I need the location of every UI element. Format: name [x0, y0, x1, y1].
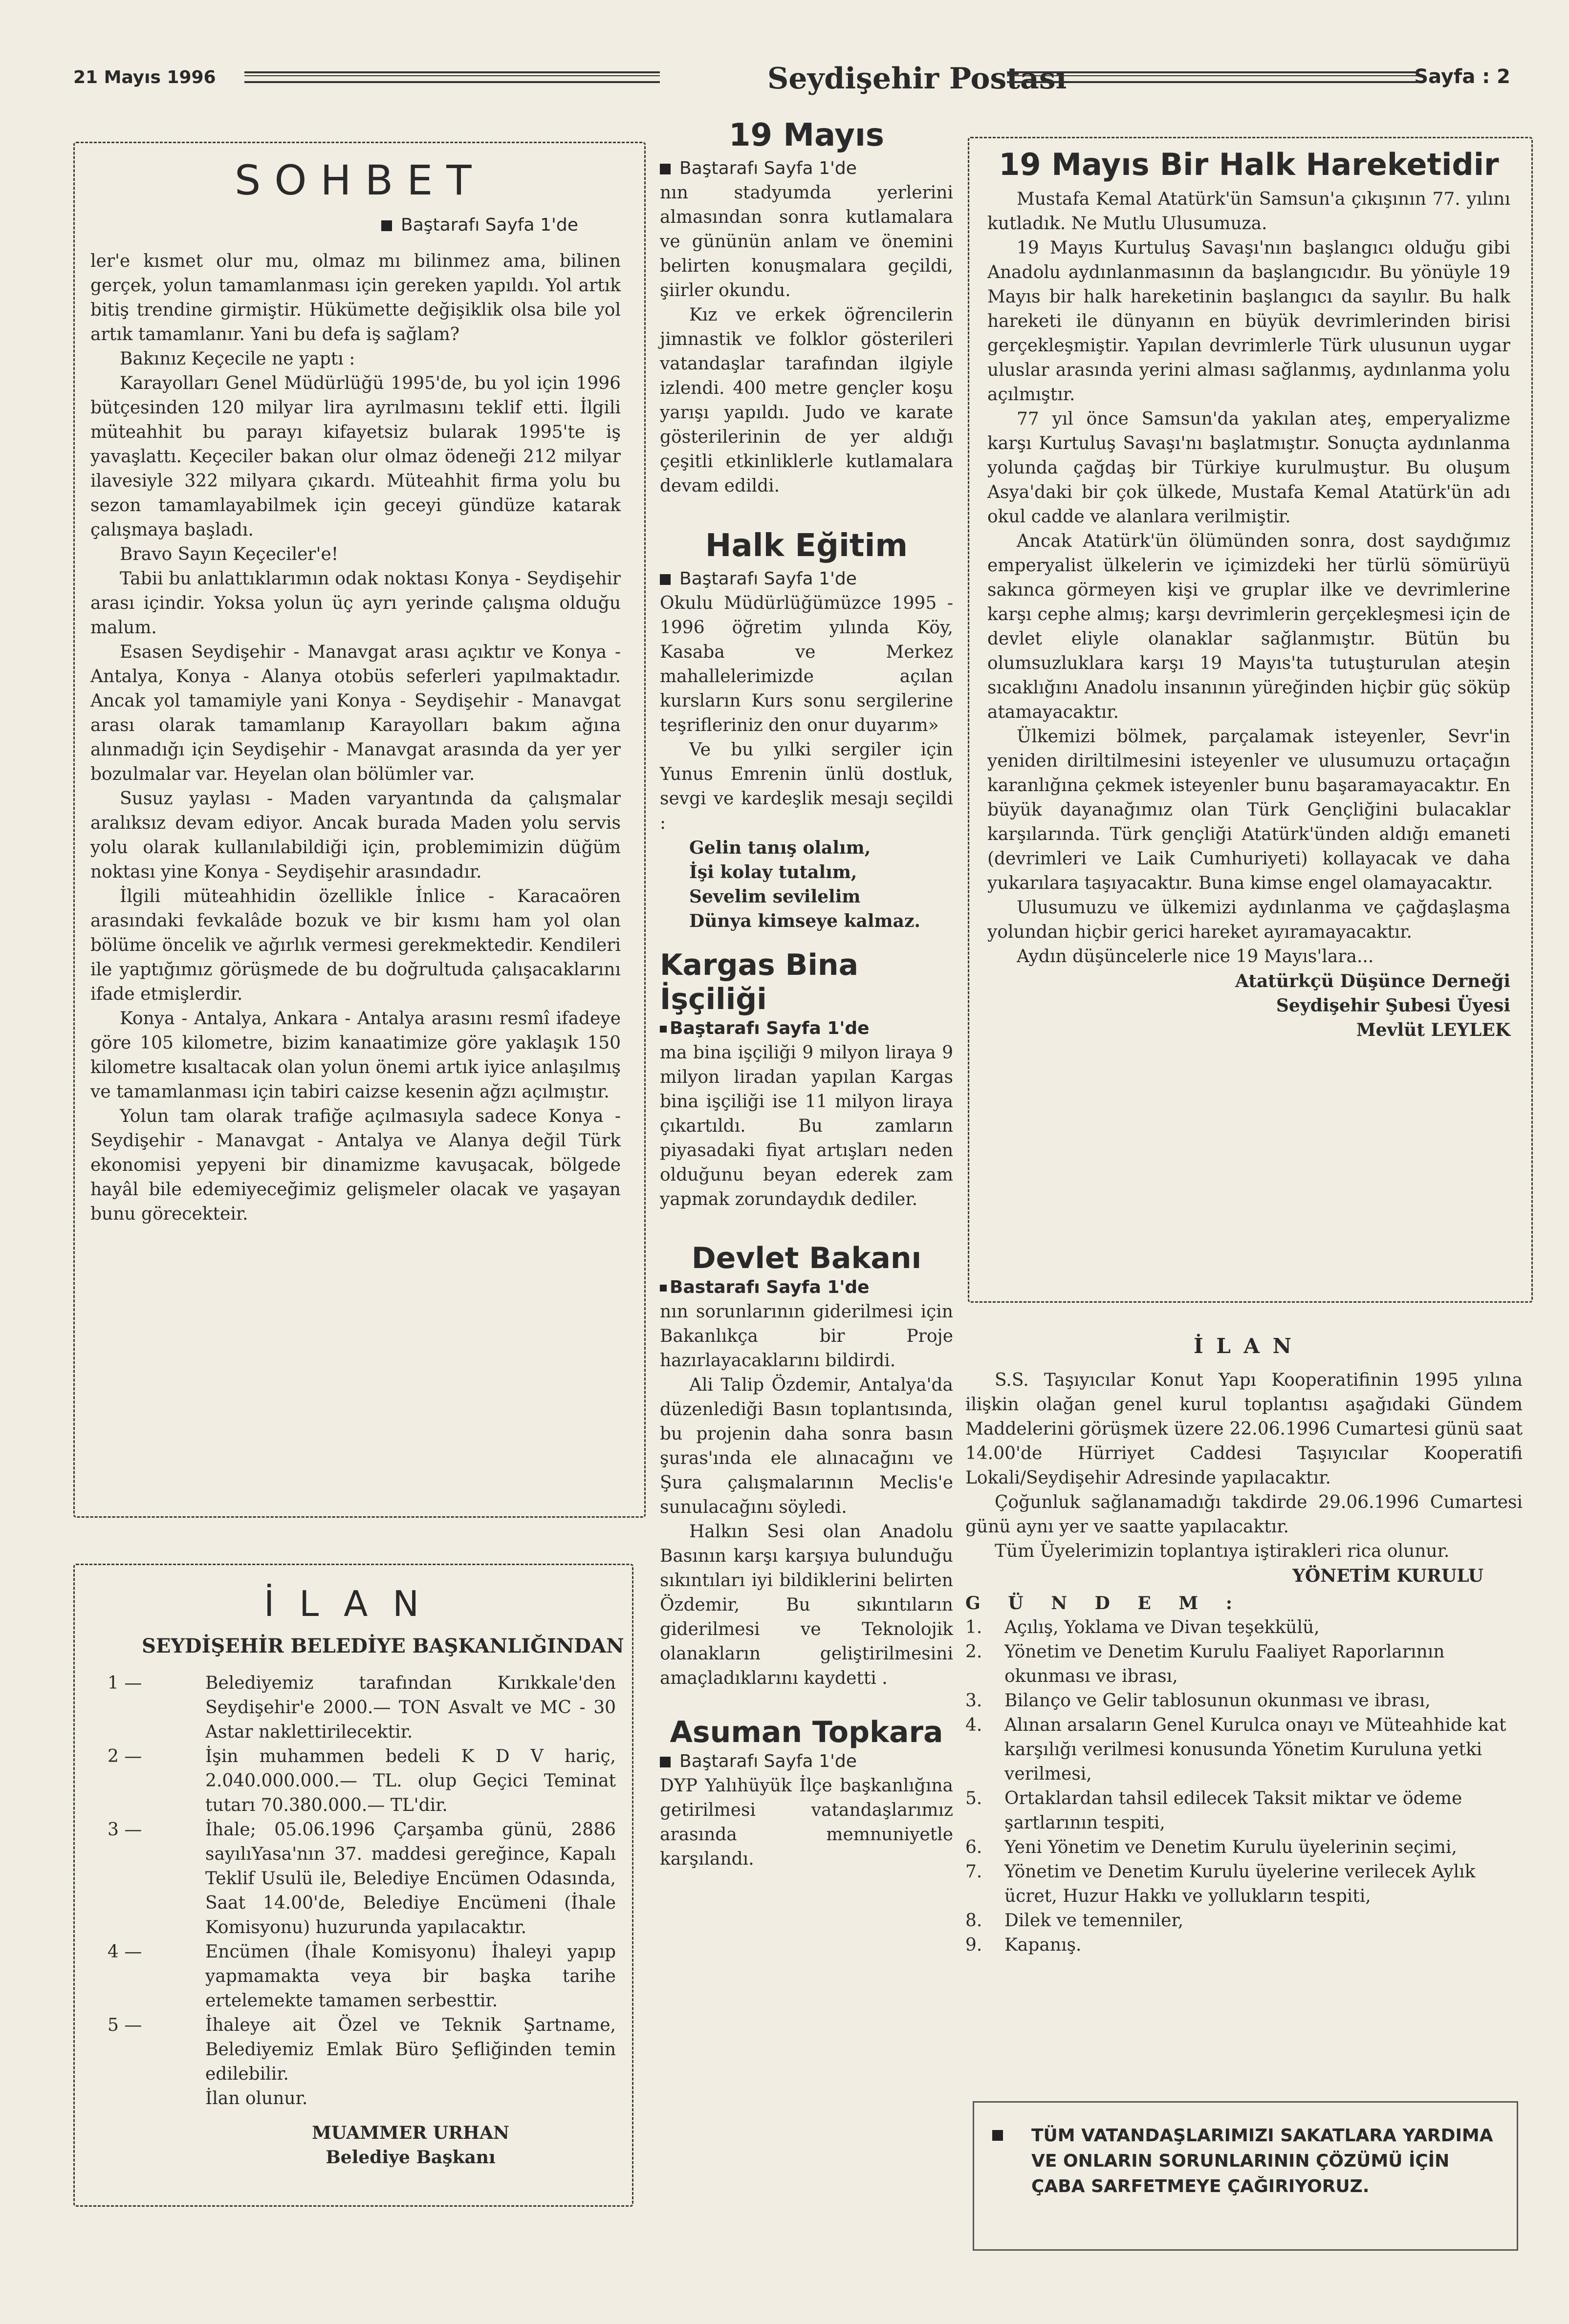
sohbet-paragraph: Susuz yaylası - Maden varyantında da çalışmalar aralıksız devam ediyor. Ancak burada Maden yolu servis yolu olarak kullanılabildiği için, problemimizin düğüm noktası yine Konya - Seydişehir arasındadır. — [90, 789, 621, 882]
list-item: 3. Bilanço ve Gelir tablosunun okunması ve ibrası, — [965, 1691, 1431, 1711]
bullet-square-icon — [381, 220, 392, 231]
devlet-bakani-continued: Bastarafı Sayfa 1'de — [660, 1275, 953, 1300]
list-item: 7. Yönetim ve Denetim Kurulu üyelerine verilecek Aylık ücret, Huzur Hakkı ve yollukların tespiti, — [965, 1862, 1476, 1906]
mayis19-paragraph: nın stadyumda yerlerini almasından sonra kutlamalara ve gününün anlam ve önemini belirten konuşmalara geçildi, şiirler okundu. — [660, 183, 953, 301]
list-item: 8. Dilek ve temenniler, — [965, 1911, 1184, 1931]
kargas-paragraph: ma bina işçiliği 9 milyon liraya 9 milyon liradan yapılan Kargas bina işçiliği ise 11 milyon liraya çıkartıldı. Bu zamların piyasadaki fiyat artışları neden olduğunu beyan ederek zam yapmak zorundaydık dediler. — [660, 1043, 953, 1209]
bullet-square-icon — [660, 1285, 667, 1291]
halk-egitim-continued: Baştarafı Sayfa 1'de — [660, 567, 953, 591]
list-item: 6. Yeni Yönetim ve Denetim Kurulu üyelerinin seçimi, — [965, 1837, 1457, 1857]
halk-hareketi-paragraph: Ulusumuzu ve ülkemizi aydınlanma ve çağdaşlaşma yolundan hiçbir gerici hareket ayıramayacaktır. — [987, 898, 1510, 942]
ilan-belediye-subtitle: SEYDİŞEHİR BELEDİYE BAŞKANLIĞINDAN — [142, 1635, 624, 1657]
middle-column — [660, 117, 953, 1872]
bullet-square-icon — [660, 1026, 667, 1033]
gundem-list — [965, 1615, 1523, 1958]
halk-egitim-quote: Sevelim sevilelim — [689, 886, 861, 907]
devlet-bakani-paragraph: nın sorunlarının giderilmesi için Bakanlıkça bir Proje hazırlayacaklarını bildirdi. — [660, 1302, 953, 1371]
ilan-belediye-list — [108, 1671, 616, 2087]
list-item: 5 — İhaleye ait Özel ve Teknik Şartname, Belediyemiz Emlak Büro Şefliğinden temin edilebilir. — [108, 2015, 616, 2084]
halk-hareketi-sig3: Mevlüt LEYLEK — [1356, 1020, 1510, 1040]
issue-date: 21 Mayıs 1996 — [73, 67, 216, 87]
devlet-bakani-title: Devlet Bakanı — [691, 1241, 922, 1275]
halk-hareketi-paragraph: Mustafa Kemal Atatürk'ün Samsun'a çıkışının 77. yılını kutladık. Ne Mutlu Ulusumuza. — [987, 189, 1510, 234]
ilan-belediye-body — [108, 1671, 616, 2170]
call-box-text: TÜM VATANDAŞLARIMIZI SAKATLARA YARDIMA VE ONLARIN SORUNLARININ ÇÖZÜMÜ İÇİN ÇABA SARFETMEYE ÇAĞIRIYORUZ. — [1031, 2126, 1493, 2196]
ilan-koop-title: İ L A N — [1193, 1334, 1295, 1358]
sohbet-paragraph: İlgili müteahhidin özellikle İnlice - Karacaören arasındaki fevkalâde bozuk ve bir kısmı ham yol olan bölüme öncelik ve ağırlık vermesi gerekmektedir. Kendileri ile yaptığımız görüşmede de bu doğrultuda çalışacaklarını ifade etmişlerdir. — [90, 886, 621, 1004]
halk-hareketi-paragraph: Ülkemizi bölmek, parçalamak isteyenler, Sevr'in yeniden diriltilmesini isteyenler ve ulusumuzu ortaçağın karanlığına çekmek isteyenler bunu başaramayacaktır. En büyük dayanağımız olan Türk Gençliğini bulacaklar karşılarında. Türk gençliği Atatürk'ünden aldığı emaneti (devrimleri ve Laik Cumhuriyeti) kollayacak ve daha yukarılara taşıyacaktır. Buna kimse engel olamayacaktır. — [987, 727, 1510, 893]
sohbet-paragraph: Yolun tam olarak trafiğe açılmasıyla sadece Konya - Seydişehir - Manavgat - Antalya ve Alanya değil Türk ekonomisi yepyeni bir dinamizme kavuşacak, bölgede hayâl bile edemiyeceğimiz gelişmeler olacak ve yaşayan bunu görecekteir. — [90, 1106, 621, 1224]
asuman-paragraph: DYP Yalıhüyük İlçe başkanlığına getirilmesi vatandaşlarımız arasında memnuniyetle karşılandı. — [660, 1776, 953, 1869]
sohbet-paragraph: ler'e kısmet olur mu, olmaz mı bilinmez ama, bilinen gerçek, yolun tamamlanması için gereken yapıldı. Yol artık bitiş trendine girmiştir. Hükümette değişiklik olsa bile yol artık tamamlanır. Yani bu defa iş sağlam? — [90, 251, 621, 344]
list-item: 2 — İşin muhammen bedeli K D V hariç, 2.040.000.000.— TL. olup Geçici Teminat tutarı 70.380.000.— TL'dir. — [108, 1746, 616, 1815]
halk-hareketi-paragraph: Ancak Atatürk'ün ölümünden sonra, dost saydığımız emperyalist ülkelerin ve içimizdeki her türlü sömürüyü sakınca görmeyen kişi ve gruplar ilke ve devrimlerine karşı cephe almış; karşı devrimlerin gerçekleşmesi için de devlet eliyle olanaklar sağlanmıştır. Bütün bu olumsuzluklara karşı 19 Mayıs'ta tutuşturulan ateşin sıcaklığını Anadolu insanının yüreğinden hiçbir güç söküp atamayacaktır. — [987, 531, 1510, 722]
ilan-belediye-closing: İlan olunur. — [205, 2088, 308, 2109]
call-box-content — [992, 2123, 1496, 2199]
sohbet-paragraph: Esasen Seydişehir - Manavgat arası açıktır ve Konya - Antalya, Konya - Alanya otobüs seferleri yapılmaktadır. Ancak yol tamamiyle yani Konya - Seydişehir - Manavgat arası olarak tamamlanıp Karayolları bakım ağına alınmadığı için Seydişehir - Manavgat arasında da yer yer bozulmalar var. Heyelan olan bölümler var. — [90, 642, 621, 784]
sohbet-paragraph: Konya - Antalya, Ankara - Antalya arasını resmî ifadeye göre 105 kilometre, bizim kanaatimize göre yaklaşık 150 kilometre kısaltacak olan yolun önemi artık iyice anlaşılmış ve tamamlanması için tabiri caizse kesenin ağzı açılmıştır. — [90, 1009, 621, 1102]
mayis19-paragraph: Kız ve erkek öğrencilerin jimnastik ve folklor gösterileri vatandaşlar tarafından ilgiyle izlendi. 400 metre gençler koşu yarışı yapıldı. Judo ve karate gösterilerinin de yer aldığı çeşitli etkinliklerle kutlamalara devam edildi. — [660, 305, 953, 496]
list-item: 5. Ortaklardan tahsil edilecek Taksit miktar ve ödeme şartlarının tespiti, — [965, 1788, 1462, 1833]
page-number: Sayfa : 2 — [1414, 65, 1510, 88]
asuman-continued: Baştarafı Sayfa 1'de — [660, 1749, 953, 1774]
halk-egitim-title: Halk Eğitim — [705, 528, 908, 564]
ilan-koop-signer: YÖNETİM KURULU — [1292, 1566, 1483, 1586]
newspaper-title: Seydişehir Postası — [767, 62, 1067, 96]
halk-hareketi-paragraph: 77 yıl önce Samsun'da yakılan ateş, emperyalizme karşı Kurtuluş Savaşı'nı başlatmıştır. Sonuçta aydınlanma yolunda çağdaş bir Türkiye kurulmuştur. Bu oluşum Asya'daki bir çok ülkede, Mustafa Kemal Atatürk'ün adı okul cadde ve alanlara verilmiştir. — [987, 409, 1510, 527]
mayis19-title: 19 Mayıs — [729, 117, 884, 153]
sohbet-paragraph: Tabii bu anlattıklarımın odak noktası Konya - Seydişehir arası içindir. Yoksa yolun üç ayrı yerinde çalışma olduğu malum. — [90, 569, 621, 638]
ilan-belediye-title: İ L A N — [264, 1583, 426, 1624]
sohbet-title: SOHBET — [235, 156, 485, 204]
halk-hareketi-title: 19 Mayıs Bir Halk Hareketidir — [999, 147, 1499, 182]
sohbet-paragraph: Bakınız Keçecile ne yaptı : — [120, 349, 355, 369]
list-item: 9. Kapanış. — [965, 1935, 1082, 1955]
kargas-title: Kargas Bina İşçiliği — [660, 948, 859, 1016]
kargas-continued: Baştarafı Sayfa 1'de — [660, 1016, 953, 1041]
ilan-koop-paragraph: Çoğunluk sağlanamadığı takdirde 29.06.1996 Cumartesi günü aynı yer ve saatte yapılacaktır. — [965, 1492, 1523, 1537]
ilan-koop — [965, 1334, 1523, 1958]
ilan-belediye-signer: MUAMMER URHAN — [312, 2123, 509, 2143]
masthead-rule-left — [244, 71, 660, 83]
halk-hareketi-sig2: Seydişehir Şubesi Üyesi — [1276, 995, 1510, 1016]
ilan-belediye-signer-title: Belediye Başkanı — [326, 2147, 496, 2168]
sohbet-body — [90, 249, 621, 1227]
sohbet-paragraph: Karayolları Genel Müdürlüğü 1995'de, bu yol için 1996 bütçesinden 120 milyar lira ayrılmasını teklif etti. İlgili müteahhit bu parayı kifayetsiz bularak 1995'te iş yavaşlattı. Keçeciler bakan olur olmaz ödeneği 212 milyar ilavesiyle 322 milyara çıkardı. Müteahhit firma yolu bu sezon tamamlayabilmek için geceyi gündüze katarak çalışmaya başladı. — [90, 373, 621, 540]
halk-egitim-quote: Dünya kimseye kalmaz. — [689, 911, 920, 931]
halk-egitim-paragraph: Ve bu yılki sergiler için Yunus Emrenin ünlü dostluk, sevgi ve kardeşlik mesajı seçildi : — [660, 740, 953, 833]
ilan-koop-paragraph: S.S. Taşıyıcılar Konut Yapı Kooperatifinin 1995 yılına ilişkin olağan genel kurul toplantısı aşağıdaki Gündem Maddelerini görüşmek üzere 22.06.1996 Cumartesi günü saat 14.00'de Hürriyet Caddesi Taşıyıcılar Kooperatifi Lokali/Seydişehir Adresinde yapılacaktır. — [965, 1370, 1523, 1488]
list-item: 4 — Encümen (İhale Komisyonu) İhaleyi yapıp yapmamakta veya bir başka tarihe ertelemekte tamamen serbesttir. — [108, 1942, 616, 2011]
bullet-square-icon — [992, 2130, 1003, 2141]
bullet-square-icon — [660, 1757, 671, 1767]
halk-hareketi-paragraph: 19 Mayıs Kurtuluş Savaşı'nın başlangıcı olduğu gibi Anadolu aydınlanmasının da başlangıcıdır. Bu yönüyle 19 Mayıs bir halk hareketinin başlangıcı da sayılır. Bu halk hareketi ile dünyanın en büyük devrimlerinden birisi gerçekleşmiştir. Yapılan devrimlerle Türk ulusunun uygar uluslar arasında yerini alması sağlanmış, aydınlanma yolu açılmıştır. — [987, 238, 1510, 405]
bullet-square-icon — [660, 574, 671, 585]
halk-egitim-paragraph: Okulu Müdürlüğümüzce 1995 - 1996 öğretim yılında Köy, Kasaba ve Merkez mahallelerimizde açılan kursların Kurs sonu sergilerine teşrifleriniz den onur duyarım» — [660, 593, 953, 735]
sohbet-continued: Baştarafı Sayfa 1'de — [381, 215, 578, 235]
list-item: 1. Açılış, Yoklama ve Divan teşekkülü, — [965, 1617, 1320, 1637]
halk-egitim-quote: İşi kolay tutalım, — [689, 862, 857, 882]
list-item: 3 — İhale; 05.06.1996 Çarşamba günü, 2886 sayılıYasa'nın 37. maddesi gereğince, Kapalı Teklif Usulü ile, Belediye Encümen Odasında, Saat 14.00'de, Belediye Encümeni (İhale Komisyonu) huzurunda yapılacaktır. — [108, 1820, 616, 1937]
list-item: 2. Yönetim ve Denetim Kurulu Faaliyet Raporlarının okunması ve ibrası, — [965, 1642, 1445, 1686]
bullet-square-icon — [660, 164, 671, 174]
mayis19-continued: Baştarafı Sayfa 1'de — [660, 156, 953, 181]
halk-hareketi-body — [987, 147, 1510, 1042]
gundem-title: G Ü N D E M : — [965, 1593, 1243, 1614]
halk-hareketi-sig1: Atatürkçü Düşünce Derneği — [1235, 971, 1510, 991]
devlet-bakani-paragraph: Ali Talip Özdemir, Antalya'da düzenlediği Basın toplantısında, bu projenin daha sonra basın şuras'ında ele alınacağını ve Şura çalışmalarının Meclis'e sunulacağını söyledi. — [660, 1375, 953, 1517]
sohbet-paragraph: Bravo Sayın Keçeciler'e! — [120, 544, 339, 564]
masthead-rule-right — [1007, 71, 1417, 83]
asuman-title: Asuman Topkara — [670, 1715, 943, 1749]
devlet-bakani-paragraph: Halkın Sesi olan Anadolu Basının karşı karşıya bulunduğu sıkıntıları iyi bildiklerini belirten Özdemir, Bu sıkıntıların giderilmesi ve Teknolojik olanakların geliştirilmesini amaçladıklarını kaydetti . — [660, 1522, 953, 1688]
list-item: 4. Alınan arsaların Genel Kurulca onayı ve Müteahhide kat karşılığı verilmesi konusunda Yönetim Kuruluna yetki verilmesi, — [965, 1715, 1506, 1784]
halk-hareketi-paragraph: Aydın düşüncelerle nice 19 Mayıs'lara... — [1017, 947, 1374, 967]
halk-egitim-quote: Gelin tanış olalım, — [689, 838, 871, 858]
ilan-koop-paragraph: Tüm Üyelerimizin toplantıya iştirakleri rica olunur. — [995, 1541, 1450, 1561]
list-item: 1 — Belediyemiz tarafından Kırıkkale'den Seydişehir'e 2000.— TON Asvalt ve MC - 30 Astar naklettirilecektir. — [108, 1673, 616, 1742]
